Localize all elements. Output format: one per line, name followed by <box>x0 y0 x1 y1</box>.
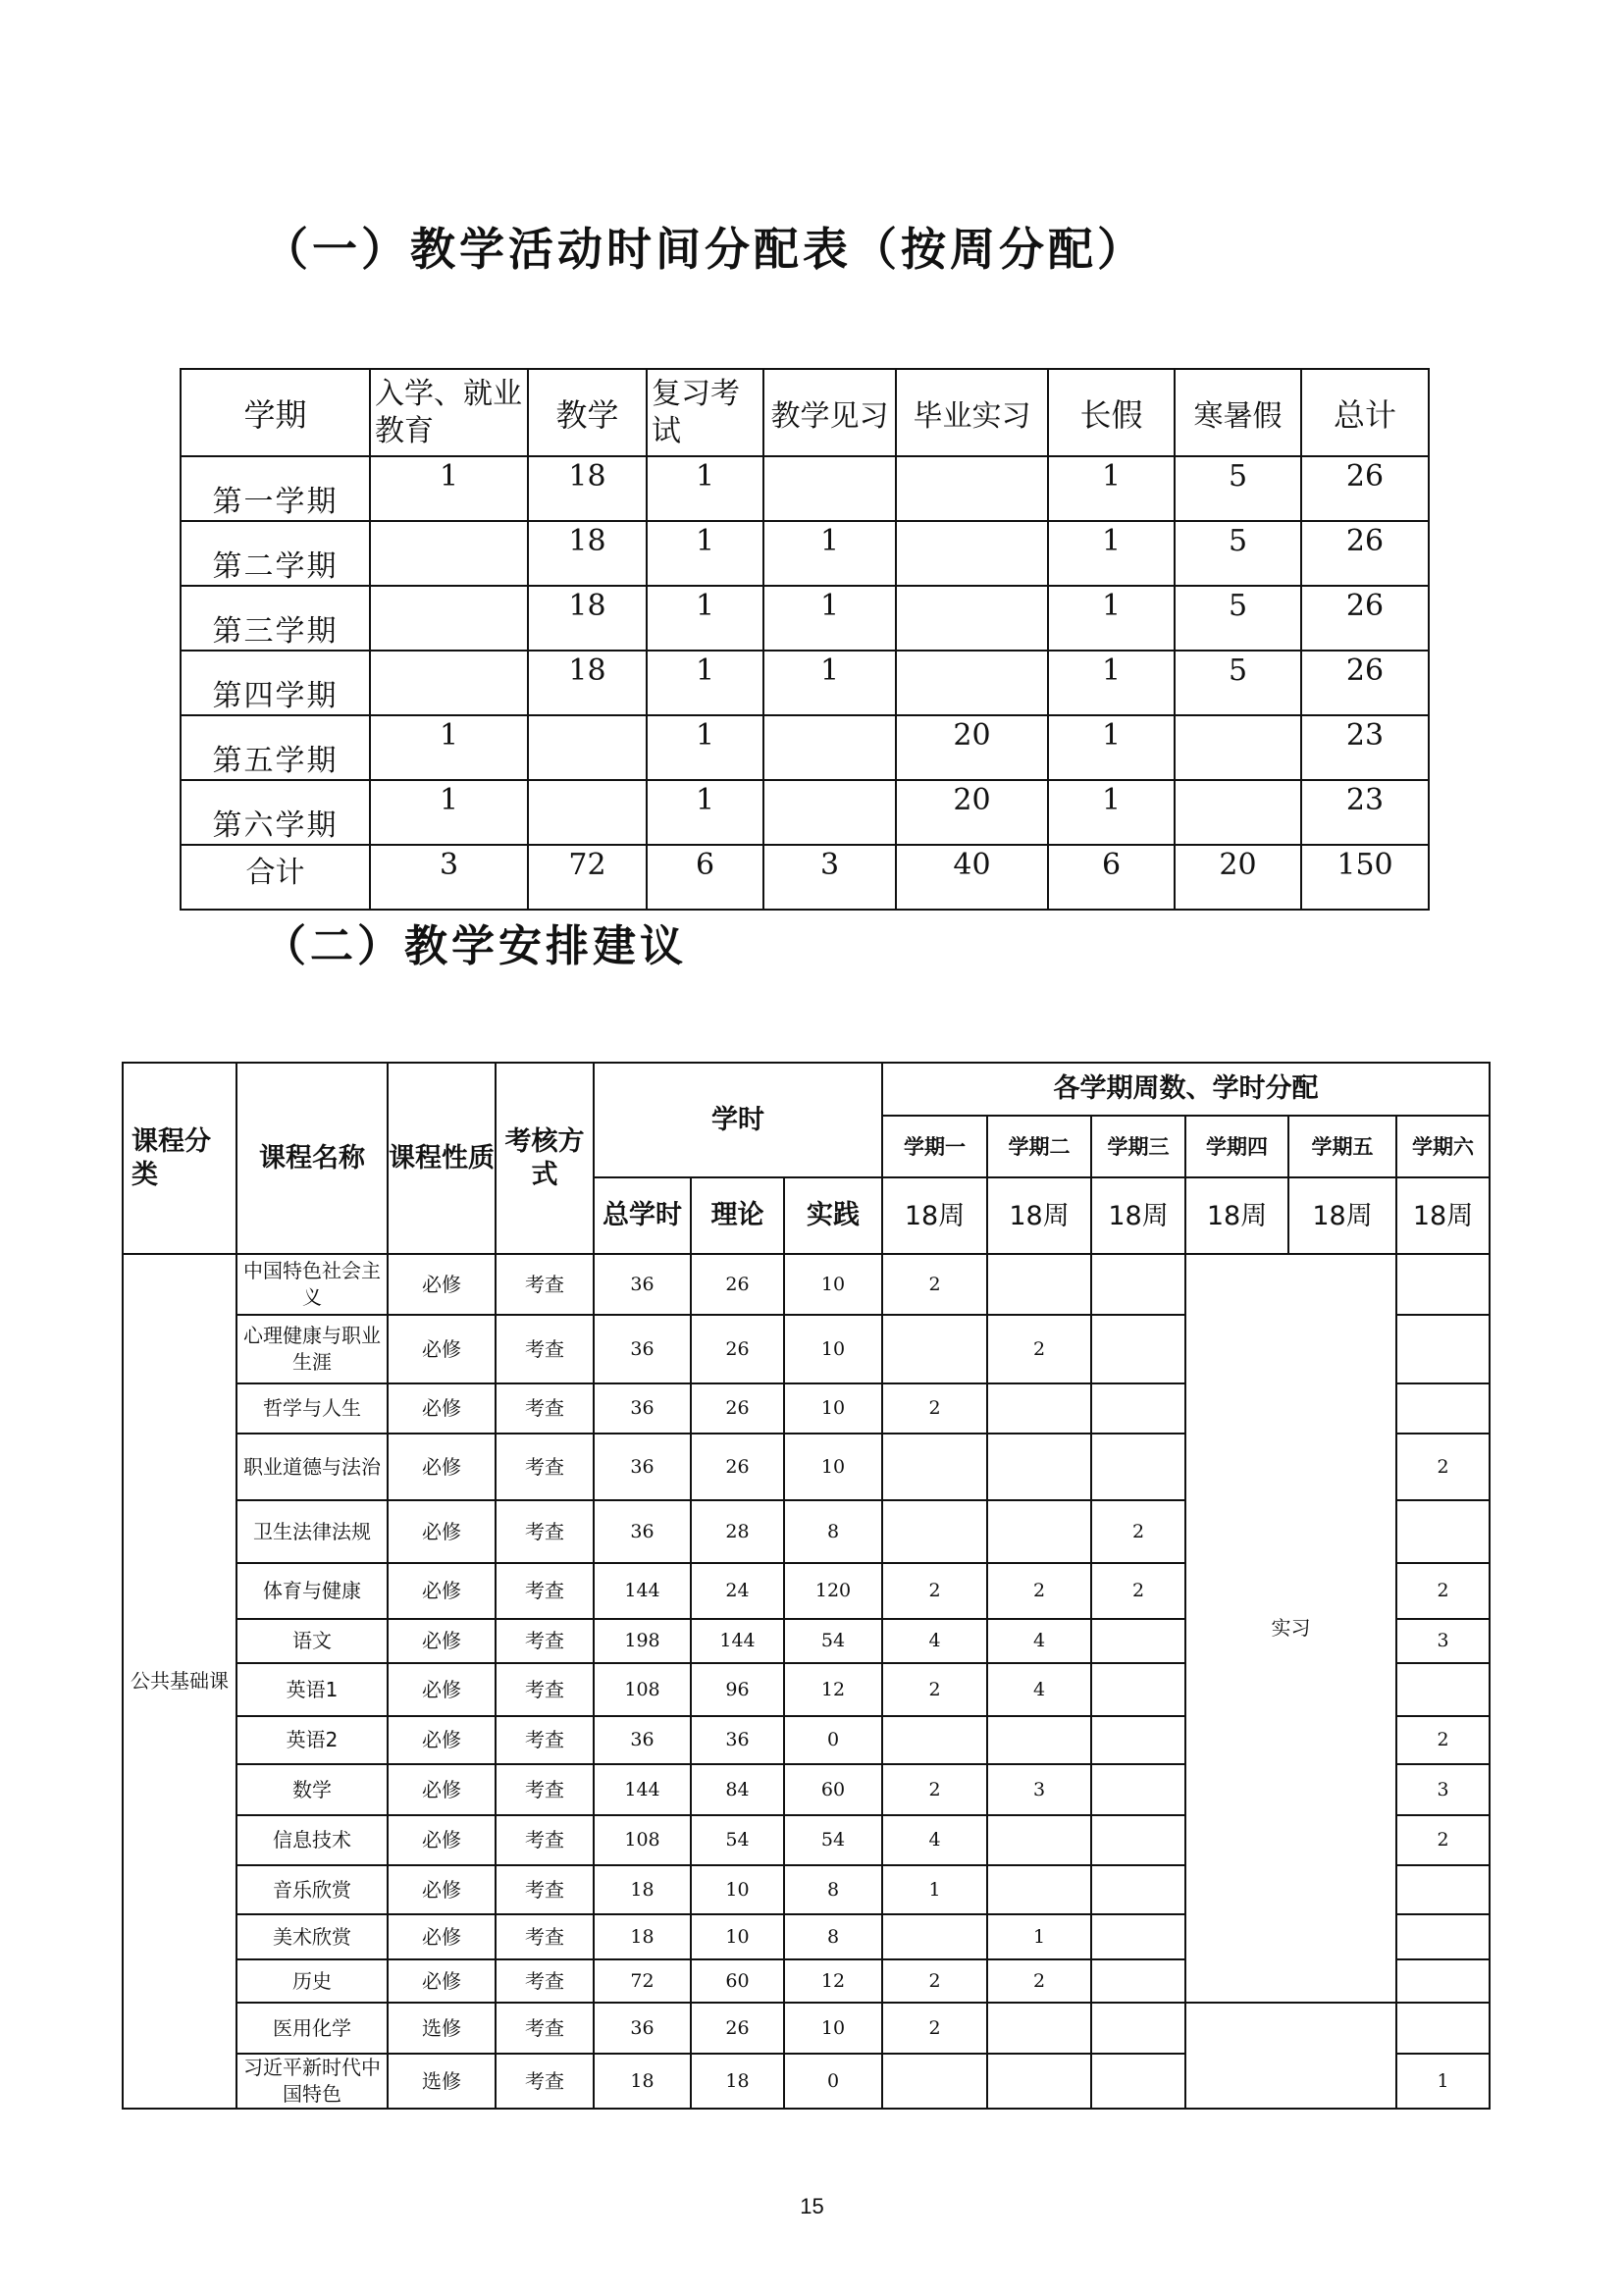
table1-cell: 5 <box>1175 521 1301 586</box>
hours-t6 <box>1396 1959 1490 2003</box>
table1-cell: 40 <box>896 845 1048 910</box>
exam-method: 考查 <box>496 1619 594 1663</box>
hours-t6: 2 <box>1396 1716 1490 1764</box>
table1-row <box>181 456 1429 521</box>
header-term: 学期三 <box>1091 1116 1185 1177</box>
table1-cell: 20 <box>1175 845 1301 910</box>
exam-method: 考查 <box>496 1815 594 1865</box>
hours-practice: 10 <box>784 1315 882 1383</box>
table1-cell: 1 <box>647 780 763 845</box>
hours-theory: 54 <box>691 1815 784 1865</box>
table1-cell: 1 <box>647 456 763 521</box>
hours-theory: 144 <box>691 1619 784 1663</box>
table1-header-cell: 寒暑假 <box>1175 369 1301 456</box>
hours-t1: 2 <box>882 1663 987 1716</box>
table1-cell: 1 <box>647 586 763 651</box>
table1-cell: 1 <box>647 521 763 586</box>
table1-cell <box>370 521 528 586</box>
hours-practice: 8 <box>784 1914 882 1959</box>
hours-practice: 10 <box>784 1434 882 1500</box>
hours-t3 <box>1091 1815 1185 1865</box>
header-course-name: 课程名称 <box>236 1063 388 1254</box>
course-nature: 必修 <box>388 1764 496 1815</box>
table1-cell <box>1175 780 1301 845</box>
table1-cell: 26 <box>1301 456 1429 521</box>
table1-cell: 23 <box>1301 780 1429 845</box>
hours-t2: 2 <box>987 1563 1091 1619</box>
table1-header-cell: 入学、就业教育 <box>370 369 528 456</box>
course-nature: 必修 <box>388 1254 496 1315</box>
table1-cell <box>1175 715 1301 780</box>
hours-theory: 10 <box>691 1914 784 1959</box>
course-name: 职业道德与法治 <box>236 1434 388 1500</box>
table1-cell: 5 <box>1175 456 1301 521</box>
table1-cell: 20 <box>896 715 1048 780</box>
table1-cell: 6 <box>647 845 763 910</box>
table1-cell: 1 <box>370 456 528 521</box>
exam-method: 考查 <box>496 1500 594 1563</box>
table1-cell: 5 <box>1175 651 1301 715</box>
course-nature: 必修 <box>388 1383 496 1434</box>
table1-cell <box>370 586 528 651</box>
header-term: 学期二 <box>987 1116 1091 1177</box>
hours-practice: 8 <box>784 1865 882 1914</box>
hours-practice: 10 <box>784 1383 882 1434</box>
header-term: 学期五 <box>1288 1116 1396 1177</box>
hours-theory: 84 <box>691 1764 784 1815</box>
hours-t1: 2 <box>882 1254 987 1315</box>
hours-t2 <box>987 1254 1091 1315</box>
semester-label: 第一学期 <box>181 456 370 521</box>
hours-t3 <box>1091 2003 1185 2054</box>
table1-cell: 1 <box>1048 521 1175 586</box>
hours-practice: 0 <box>784 1716 882 1764</box>
exam-method: 考查 <box>496 2054 594 2109</box>
table1-cell <box>896 521 1048 586</box>
hours-theory: 18 <box>691 2054 784 2109</box>
hours-t2: 2 <box>987 1959 1091 2003</box>
course-nature: 必修 <box>388 1663 496 1716</box>
course-nature: 必修 <box>388 1563 496 1619</box>
hours-t3 <box>1091 1865 1185 1914</box>
course-name: 语文 <box>236 1619 388 1663</box>
table1-cell: 18 <box>528 651 647 715</box>
table1-cell: 6 <box>1048 845 1175 910</box>
table1-header-cell: 总计 <box>1301 369 1429 456</box>
hours-t2 <box>987 1865 1091 1914</box>
category-cell: 公共基础课 <box>123 1254 236 2109</box>
header-exam-method: 考核方式 <box>496 1063 594 1254</box>
hours-t1 <box>882 1315 987 1383</box>
hours-total: 144 <box>594 1563 691 1619</box>
course-nature: 必修 <box>388 1914 496 1959</box>
hours-theory: 26 <box>691 1254 784 1315</box>
course-name: 英语1 <box>236 1663 388 1716</box>
hours-practice: 12 <box>784 1959 882 2003</box>
hours-theory: 26 <box>691 2003 784 2054</box>
hours-t3 <box>1091 1959 1185 2003</box>
hours-t3: 2 <box>1091 1563 1185 1619</box>
hours-t1: 2 <box>882 1563 987 1619</box>
table1-cell <box>528 715 647 780</box>
hours-practice: 54 <box>784 1619 882 1663</box>
hours-total: 108 <box>594 1815 691 1865</box>
hours-total: 36 <box>594 1434 691 1500</box>
table1-cell: 23 <box>1301 715 1429 780</box>
hours-t3 <box>1091 1254 1185 1315</box>
table1-cell: 1 <box>1048 780 1175 845</box>
table1-cell <box>896 651 1048 715</box>
table1-cell <box>896 586 1048 651</box>
table1-cell <box>763 715 896 780</box>
header-term: 学期四 <box>1185 1116 1288 1177</box>
hours-practice: 60 <box>784 1764 882 1815</box>
header-weeks: 18周 <box>1185 1177 1288 1254</box>
table1-cell <box>370 651 528 715</box>
table2-row <box>123 1254 1490 1315</box>
table1-cell: 72 <box>528 845 647 910</box>
course-name: 数学 <box>236 1764 388 1815</box>
hours-t3: 2 <box>1091 1500 1185 1563</box>
hours-t6 <box>1396 1383 1490 1434</box>
hours-t2 <box>987 1434 1091 1500</box>
hours-t6: 1 <box>1396 2054 1490 2109</box>
hours-t3 <box>1091 1315 1185 1383</box>
hours-practice: 54 <box>784 1815 882 1865</box>
table1-header-cell: 教学见习 <box>763 369 896 456</box>
exam-method: 考查 <box>496 1764 594 1815</box>
table1-cell: 1 <box>1048 715 1175 780</box>
hours-t1: 2 <box>882 1959 987 2003</box>
table1-cell: 1 <box>763 651 896 715</box>
table1-cell: 3 <box>370 845 528 910</box>
table1-cell: 1 <box>763 521 896 586</box>
table1-row <box>181 586 1429 651</box>
internship-cell: 实习 <box>1185 1254 1396 2003</box>
course-nature: 必修 <box>388 1815 496 1865</box>
header-term: 学期一 <box>882 1116 987 1177</box>
exam-method: 考查 <box>496 1959 594 2003</box>
table1-header-row <box>181 369 1429 456</box>
hours-t6: 3 <box>1396 1619 1490 1663</box>
hours-practice: 12 <box>784 1663 882 1716</box>
hours-practice: 0 <box>784 2054 882 2109</box>
hours-t6 <box>1396 2003 1490 2054</box>
table1-cell: 150 <box>1301 845 1429 910</box>
course-nature: 必修 <box>388 1959 496 2003</box>
hours-total: 36 <box>594 1315 691 1383</box>
hours-theory: 24 <box>691 1563 784 1619</box>
header-weeks: 18周 <box>882 1177 987 1254</box>
hours-practice: 8 <box>784 1500 882 1563</box>
course-name: 信息技术 <box>236 1815 388 1865</box>
hours-t3 <box>1091 1619 1185 1663</box>
header-course-nature: 课程性质 <box>388 1063 496 1254</box>
course-name: 卫生法律法规 <box>236 1500 388 1563</box>
table1-cell: 20 <box>896 780 1048 845</box>
table1-cell: 1 <box>1048 651 1175 715</box>
table1-cell: 1 <box>1048 456 1175 521</box>
course-nature: 必修 <box>388 1315 496 1383</box>
table1-cell: 5 <box>1175 586 1301 651</box>
header-total-hours: 总学时 <box>594 1177 691 1254</box>
table1-cell: 26 <box>1301 586 1429 651</box>
hours-t6 <box>1396 1865 1490 1914</box>
hours-t6 <box>1396 1500 1490 1563</box>
semester-label: 合计 <box>181 845 370 910</box>
hours-total: 18 <box>594 1865 691 1914</box>
hours-theory: 28 <box>691 1500 784 1563</box>
hours-t2 <box>987 1716 1091 1764</box>
exam-method: 考查 <box>496 1716 594 1764</box>
table1-cell: 1 <box>1048 586 1175 651</box>
exam-method: 考查 <box>496 1315 594 1383</box>
course-nature: 必修 <box>388 1619 496 1663</box>
course-name: 医用化学 <box>236 2003 388 2054</box>
table1-header-cell: 学期 <box>181 369 370 456</box>
course-name: 美术欣赏 <box>236 1914 388 1959</box>
exam-method: 考查 <box>496 1914 594 1959</box>
hours-total: 198 <box>594 1619 691 1663</box>
hours-t1: 4 <box>882 1619 987 1663</box>
hours-t3 <box>1091 1434 1185 1500</box>
header-distribution: 各学期周数、学时分配 <box>882 1063 1490 1116</box>
hours-theory: 96 <box>691 1663 784 1716</box>
table1-cell <box>896 456 1048 521</box>
table1-cell: 26 <box>1301 521 1429 586</box>
course-nature: 必修 <box>388 1716 496 1764</box>
hours-t1: 4 <box>882 1815 987 1865</box>
hours-t2 <box>987 1500 1091 1563</box>
table1-cell: 1 <box>763 586 896 651</box>
course-nature: 必修 <box>388 1434 496 1500</box>
table1-cell <box>763 780 896 845</box>
course-nature: 必修 <box>388 1500 496 1563</box>
hours-t6 <box>1396 1254 1490 1315</box>
header-term: 学期六 <box>1396 1116 1490 1177</box>
hours-total: 144 <box>594 1764 691 1815</box>
table1-row <box>181 651 1429 715</box>
semester-label: 第六学期 <box>181 780 370 845</box>
hours-t6: 2 <box>1396 1434 1490 1500</box>
header-weeks: 18周 <box>1288 1177 1396 1254</box>
hours-t2: 4 <box>987 1619 1091 1663</box>
table1-cell <box>528 780 647 845</box>
table1-header-cell: 复习考试 <box>647 369 763 456</box>
exam-method: 考查 <box>496 1434 594 1500</box>
exam-method: 考查 <box>496 1383 594 1434</box>
hours-total: 36 <box>594 1500 691 1563</box>
table1-cell: 1 <box>370 715 528 780</box>
header-hours: 学时 <box>594 1063 882 1177</box>
hours-t2: 3 <box>987 1764 1091 1815</box>
hours-practice: 10 <box>784 2003 882 2054</box>
hours-t1: 2 <box>882 2003 987 2054</box>
hours-total: 36 <box>594 1383 691 1434</box>
table1-total-row <box>181 845 1429 910</box>
table1-header-cell: 教学 <box>528 369 647 456</box>
table1-cell: 18 <box>528 586 647 651</box>
exam-method: 考查 <box>496 1563 594 1619</box>
hours-t1 <box>882 1914 987 1959</box>
table1-cell: 1 <box>647 651 763 715</box>
hours-t1: 2 <box>882 1383 987 1434</box>
header-practice: 实践 <box>784 1177 882 1254</box>
hours-t6: 3 <box>1396 1764 1490 1815</box>
hours-t2: 1 <box>987 1914 1091 1959</box>
hours-t6 <box>1396 1315 1490 1383</box>
page-number: 15 <box>800 2194 824 2218</box>
header-weeks: 18周 <box>987 1177 1091 1254</box>
table1-cell: 18 <box>528 456 647 521</box>
table1-header-cell: 毕业实习 <box>896 369 1048 456</box>
table1-row <box>181 715 1429 780</box>
semester-label: 第五学期 <box>181 715 370 780</box>
hours-t2: 2 <box>987 1315 1091 1383</box>
hours-total: 72 <box>594 1959 691 2003</box>
hours-theory: 60 <box>691 1959 784 2003</box>
hours-t1: 1 <box>882 1865 987 1914</box>
table1-cell: 1 <box>370 780 528 845</box>
table1-cell: 3 <box>763 845 896 910</box>
course-name: 哲学与人生 <box>236 1383 388 1434</box>
hours-practice: 10 <box>784 1254 882 1315</box>
table1-header-cell: 长假 <box>1048 369 1175 456</box>
course-name: 音乐欣赏 <box>236 1865 388 1914</box>
hours-theory: 36 <box>691 1716 784 1764</box>
hours-t3 <box>1091 1663 1185 1716</box>
course-name: 历史 <box>236 1959 388 2003</box>
course-name: 英语2 <box>236 1716 388 1764</box>
course-name: 中国特色社会主义 <box>236 1254 388 1315</box>
hours-t6 <box>1396 1663 1490 1716</box>
hours-t1 <box>882 2054 987 2109</box>
hours-practice: 120 <box>784 1563 882 1619</box>
semester-label: 第三学期 <box>181 586 370 651</box>
hours-t2 <box>987 2003 1091 2054</box>
hours-total: 36 <box>594 2003 691 2054</box>
semester-label: 第二学期 <box>181 521 370 586</box>
hours-t3 <box>1091 1914 1185 1959</box>
time-allocation-table <box>180 368 1430 911</box>
hours-t3 <box>1091 2054 1185 2109</box>
table1-row <box>181 521 1429 586</box>
header-weeks: 18周 <box>1091 1177 1185 1254</box>
exam-method: 考查 <box>496 1865 594 1914</box>
course-name: 心理健康与职业生涯 <box>236 1315 388 1383</box>
table2-row <box>123 2003 1490 2054</box>
hours-total: 36 <box>594 1254 691 1315</box>
hours-t6 <box>1396 1914 1490 1959</box>
table1-cell: 18 <box>528 521 647 586</box>
hours-theory: 10 <box>691 1865 784 1914</box>
exam-method: 考查 <box>496 1663 594 1716</box>
course-name: 习近平新时代中国特色 <box>236 2054 388 2109</box>
hours-t6: 2 <box>1396 1563 1490 1619</box>
hours-t2: 4 <box>987 1663 1091 1716</box>
empty-cell <box>1185 2003 1396 2109</box>
header-weeks: 18周 <box>1396 1177 1490 1254</box>
hours-t3 <box>1091 1383 1185 1434</box>
hours-t6: 2 <box>1396 1815 1490 1865</box>
header-theory: 理论 <box>691 1177 784 1254</box>
course-name: 体育与健康 <box>236 1563 388 1619</box>
hours-t2 <box>987 2054 1091 2109</box>
hours-t2 <box>987 1815 1091 1865</box>
hours-theory: 26 <box>691 1315 784 1383</box>
teaching-arrangement-table <box>122 1062 1491 2110</box>
hours-total: 18 <box>594 1914 691 1959</box>
hours-t1: 2 <box>882 1764 987 1815</box>
table1-cell: 1 <box>647 715 763 780</box>
hours-total: 36 <box>594 1716 691 1764</box>
hours-t3 <box>1091 1716 1185 1764</box>
hours-total: 18 <box>594 2054 691 2109</box>
table2-header-row <box>123 1063 1490 1116</box>
hours-theory: 26 <box>691 1434 784 1500</box>
section-heading-1: （一）教学活动时间分配表（按周分配） <box>263 223 1146 276</box>
table1-cell: 26 <box>1301 651 1429 715</box>
semester-label: 第四学期 <box>181 651 370 715</box>
course-nature: 选修 <box>388 2003 496 2054</box>
exam-method: 考查 <box>496 2003 594 2054</box>
hours-t1 <box>882 1500 987 1563</box>
table1-cell <box>763 456 896 521</box>
course-nature: 选修 <box>388 2054 496 2109</box>
hours-t1 <box>882 1434 987 1500</box>
header-category: 课程分类 <box>123 1063 236 1254</box>
exam-method: 考查 <box>496 1254 594 1315</box>
hours-t2 <box>987 1383 1091 1434</box>
table1-row <box>181 780 1429 845</box>
hours-theory: 26 <box>691 1383 784 1434</box>
course-nature: 必修 <box>388 1865 496 1914</box>
hours-total: 108 <box>594 1663 691 1716</box>
hours-t1 <box>882 1716 987 1764</box>
section-heading-2: （二）教学安排建议 <box>263 921 687 971</box>
hours-t3 <box>1091 1764 1185 1815</box>
